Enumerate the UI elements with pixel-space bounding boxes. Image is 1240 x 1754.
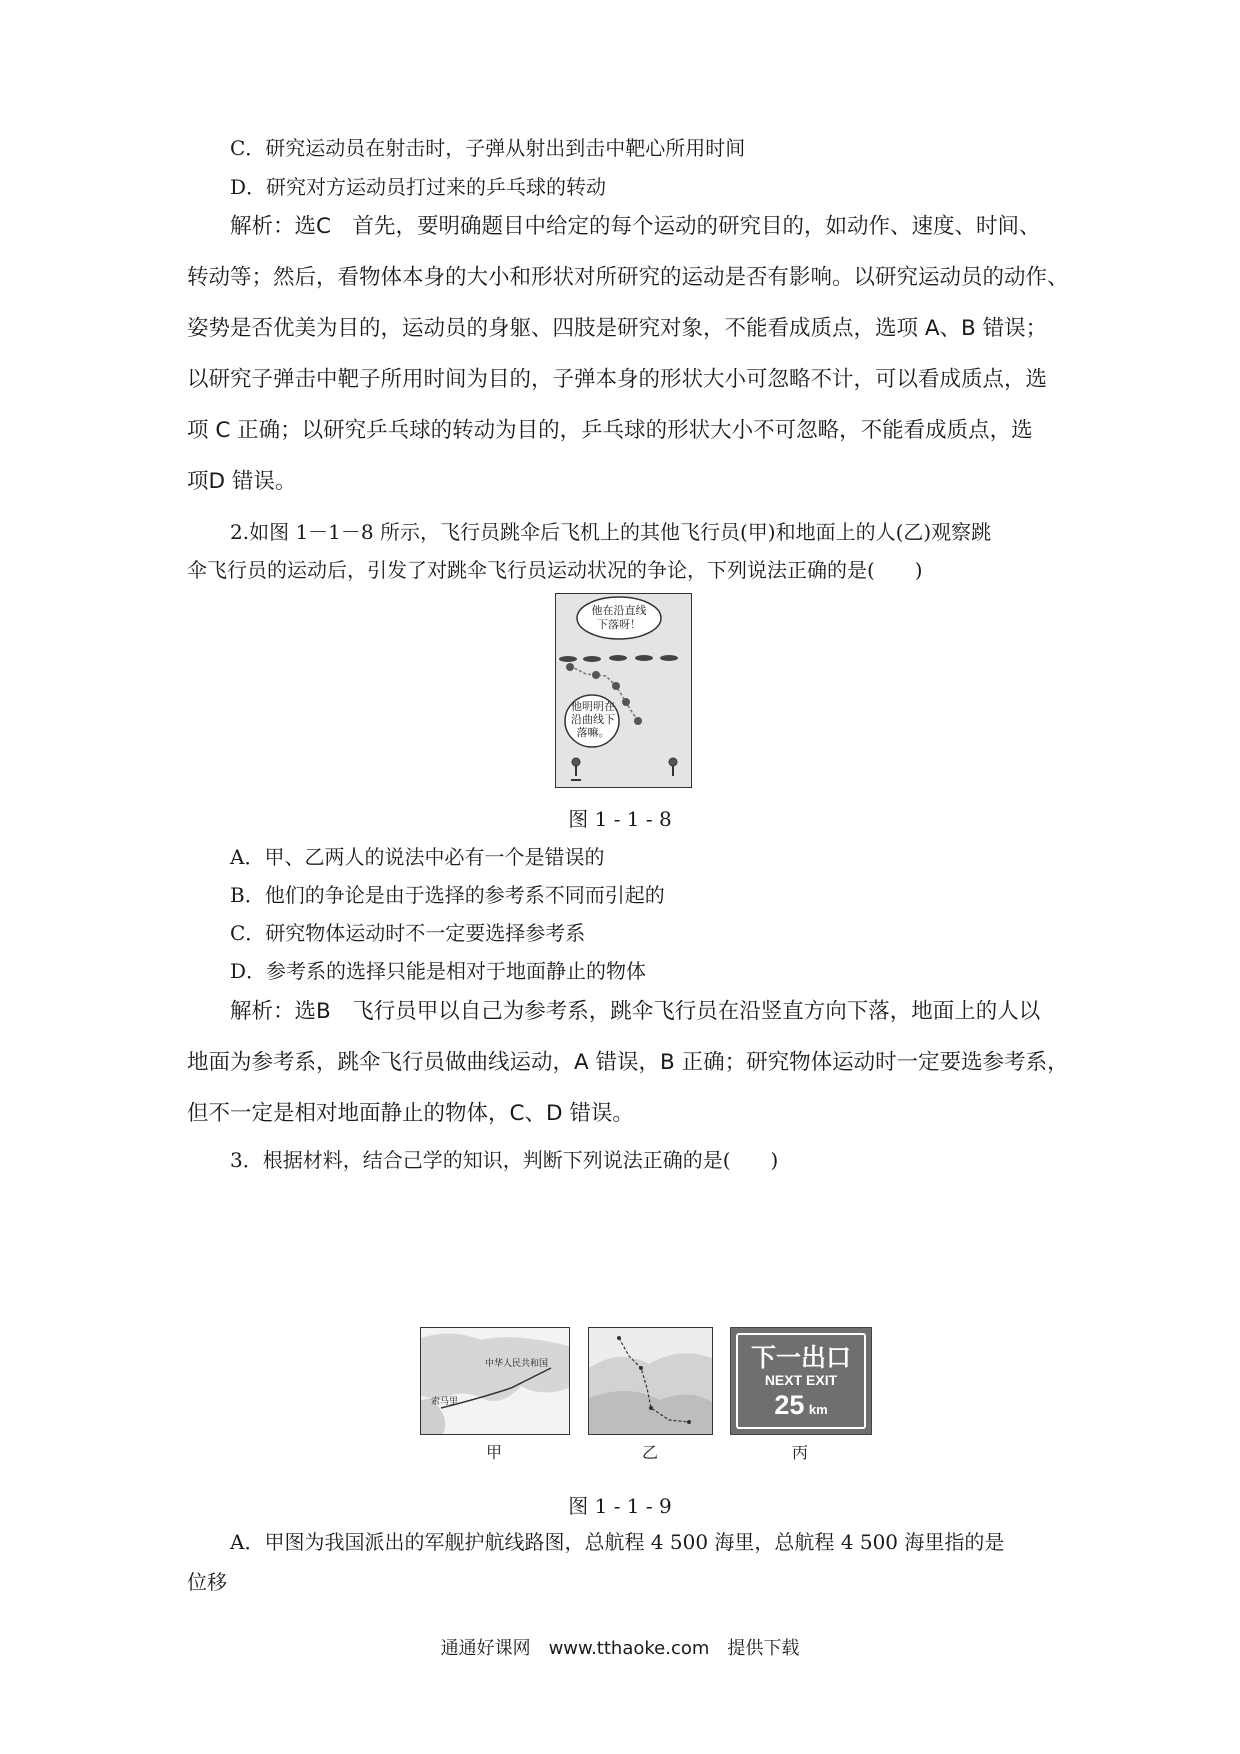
exit-distance-number: 25 (774, 1390, 805, 1420)
q1-analysis-line: 项D 错误。 (187, 469, 297, 494)
speech-bubble-top: 他在沿直线 下落呀！ (591, 604, 647, 631)
exit-sign-distance (731, 1390, 871, 1421)
q1-option-c: C．研究运动员在射击时，子弹从射出到击中靶心所用时间 (230, 136, 746, 160)
figure-bing-exit-sign (730, 1327, 872, 1435)
map-label-somalia: 索马里 (431, 1397, 459, 1407)
sublabel-yi: 乙 (641, 1443, 658, 1462)
figure-caption: 图 1 - 1 - 9 (568, 1494, 672, 1518)
q1-analysis-line: 姿势是否优美为目的，运动员的身躯、四肢是研究对象，不能看成质点，选项 A、B 错误； (187, 316, 1048, 341)
exit-distance-unit: km (808, 1402, 828, 1417)
figure-jia-route-map (420, 1327, 570, 1435)
q2-stem-line: 2.如图 1－1－8 所示，飞行员跳伞后飞机上的其他飞行员(甲)和地面上的人(乙)观察跳 (230, 520, 992, 544)
q1-analysis-line: 解析：选C 首先，要明确题目中给定的每个运动的研究目的，如动作、速度、时间、 (230, 214, 1041, 239)
map-label-china: 中华人民共和国 (485, 1359, 549, 1369)
sublabel-bing: 丙 (791, 1443, 808, 1462)
q1-analysis-line: 以研究子弹击中靶子所用时间为目的，子弹本身的形状大小可忽略不计，可以看成质点，选 (187, 367, 1048, 392)
q3-option-a-line: 位移 (187, 1570, 227, 1594)
q2-option-a: A．甲、乙两人的说法中必有一个是错误的 (230, 845, 605, 869)
q1-analysis-line: 转动等；然后，看物体本身的大小和形状对所研究的运动是否有影响。以研究运动员的动作、 (187, 265, 1069, 290)
q2-stem-line: 伞飞行员的运动后，引发了对跳伞飞行员运动状况的争论，下列说法正确的是( ) (187, 558, 923, 582)
figure-caption: 图 1 - 1 - 8 (568, 807, 672, 831)
q2-analysis-line: 解析：选B 飞行员甲以自己为参考系，跳伞飞行员在沿竖直方向下落，地面上的人以 (230, 999, 1041, 1024)
figure-1-1-8 (555, 593, 692, 788)
q2-analysis-line: 但不一定是相对地面静止的物体，C、D 错误。 (187, 1101, 634, 1126)
q3-option-a-line: A．甲图为我国派出的军舰护航线路图，总航程 4 500 海里，总航程 4 500 海里指的是 (230, 1530, 1005, 1554)
page-footer: 通通好课网 www.tthaoke.com 提供下载 (440, 1638, 800, 1659)
q2-analysis-line: 地面为参考系，跳伞飞行员做曲线运动，A 错误，B 正确；研究物体运动时一定要选参考系， (187, 1050, 1069, 1075)
q2-option-b: B．他们的争论是由于选择的参考系不同而引起的 (230, 883, 665, 907)
sublabel-jia: 甲 (485, 1443, 502, 1462)
exit-sign-english: NEXT EXIT (764, 1372, 838, 1388)
q3-stem: 3．根据材料，结合己学的知识，判断下列说法正确的是( ) (230, 1148, 779, 1172)
q1-option-d: D．研究对方运动员打过来的乒乓球的转动 (230, 175, 607, 199)
exit-sign-chinese: 下一出口 (750, 1343, 851, 1372)
q1-analysis-line: 项 C 正确；以研究乒乓球的转动为目的，乒乓球的形状大小不可忽略，不能看成质点，选 (187, 418, 1033, 443)
route-map-graphic (421, 1328, 569, 1434)
figure-yi-route-map (588, 1327, 713, 1435)
q2-option-c: C．研究物体运动时不一定要选择参考系 (230, 921, 586, 945)
q2-option-d: D．参考系的选择只能是相对于地面静止的物体 (230, 959, 647, 983)
route-map-yi-graphic (589, 1328, 712, 1434)
speech-bubble-bottom: 他明明在 沿曲线下 落嘛。 (571, 700, 615, 739)
